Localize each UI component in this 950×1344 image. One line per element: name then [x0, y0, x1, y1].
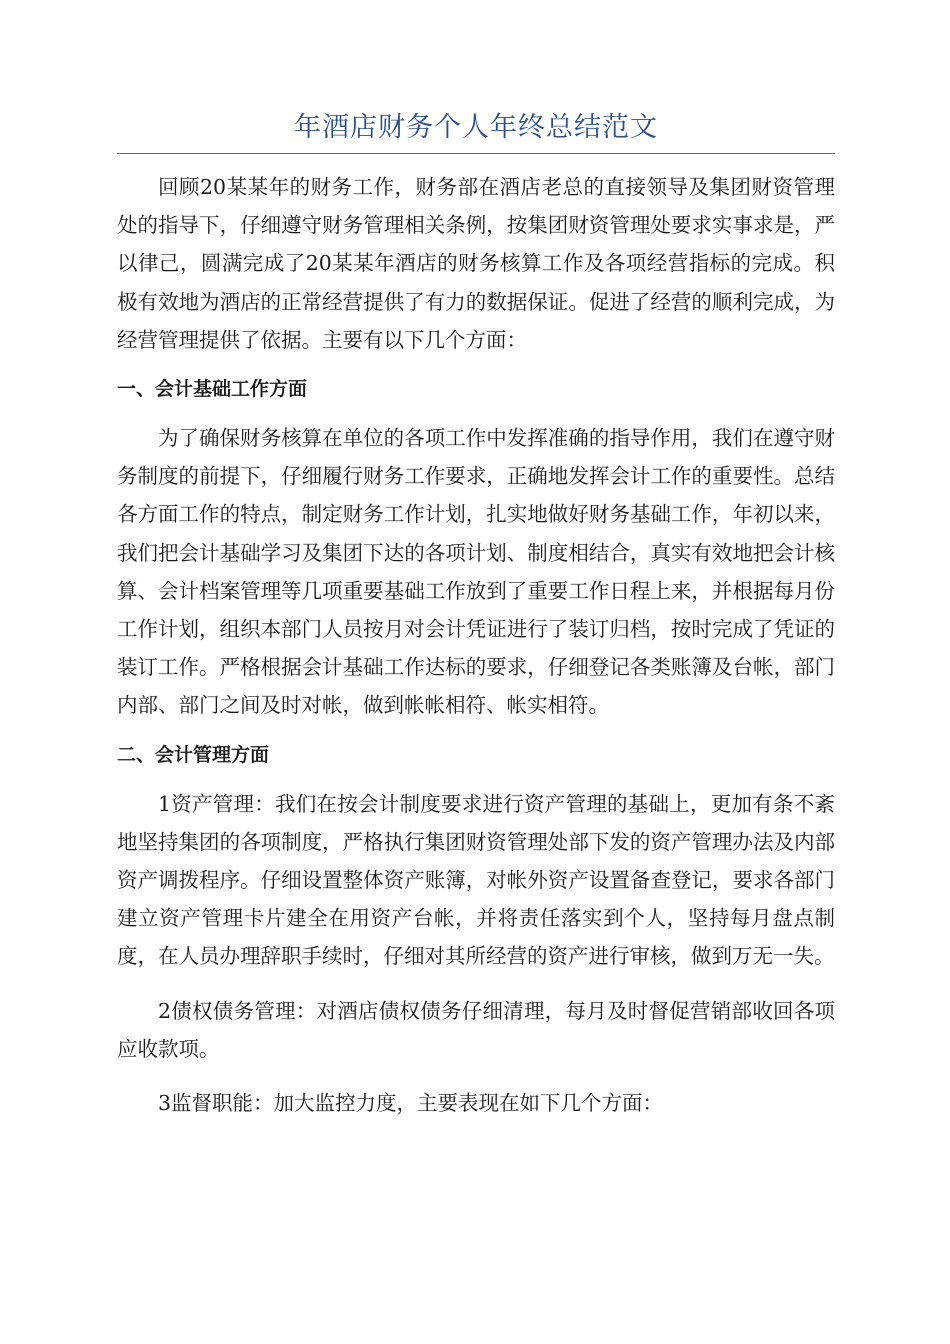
section-heading-accounting-basics: 一、会计基础工作方面	[117, 378, 308, 401]
debt-management-paragraph: 2债权债务管理：对酒店债权债务仔细清理，每月及时督促营销部收回各项应收款项。	[117, 998, 835, 1061]
supervision-paragraph: 3监督职能：加大监控力度，主要表现在如下几个方面：	[158, 1091, 664, 1116]
title-underline	[117, 153, 835, 154]
document-title: 年酒店财务个人年终总结范文	[294, 112, 658, 143]
asset-management-paragraph: 1资产管理：我们在按会计制度要求进行资产管理的基础上，更加有条不紊地坚持集团的各项制度，严格执行集团财资管理处部下发的资产管理办法及内部资产调拨程序。仔细设置整体资产账簿，对帐外资产设置备查登记，要求各部门建立资产管理卡片建全在用资产台帐，并将责任落实到个人，坚持每月盘点制度，在人员办理辞职手续时，仔细对其所经营的资产进行审核，做到万无一失。	[117, 791, 835, 969]
document-page	[117, 108, 835, 1122]
section-paragraph-accounting-basics: 为了确保财务核算在单位的各项工作中发挥准确的指导作用，我们在遵守财务制度的前提下，仔细履行财务工作要求，正确地发挥会计工作的重要性。总结各方面工作的特点，制定财务工作计划，扎实地做好财务基础工作，年初以来，我们把会计基础学习及集团下达的各项计划、制度相结合，真实有效地把会计核算、会计档案管理等几项重要基础工作放到了重要工作日程上来，并根据每月份工作计划，组织本部门人员按月对会计凭证进行了装订归档，按时完成了凭证的装订工作。严格根据会计基础工作达标的要求，仔细登记各类账簿及台帐，部门内部、部门之间及时对帐，做到帐帐相符、帐实相符。	[117, 426, 835, 718]
intro-paragraph: 回顾20某某年的财务工作，财务部在酒店老总的直接领导及集团财资管理处的指导下，仔细遵守财务管理相关条例，按集团财资管理处要求实事求是，严以律己，圆满完成了20某某年酒店的财务核算工作及各项经营指标的完成。积极有效地为酒店的正常经营提供了有力的数据保证。促进了经营的顺利完成，为经营管理提供了依据。主要有以下几个方面：	[117, 175, 835, 352]
section-heading-accounting-management: 二、会计管理方面	[117, 743, 270, 766]
